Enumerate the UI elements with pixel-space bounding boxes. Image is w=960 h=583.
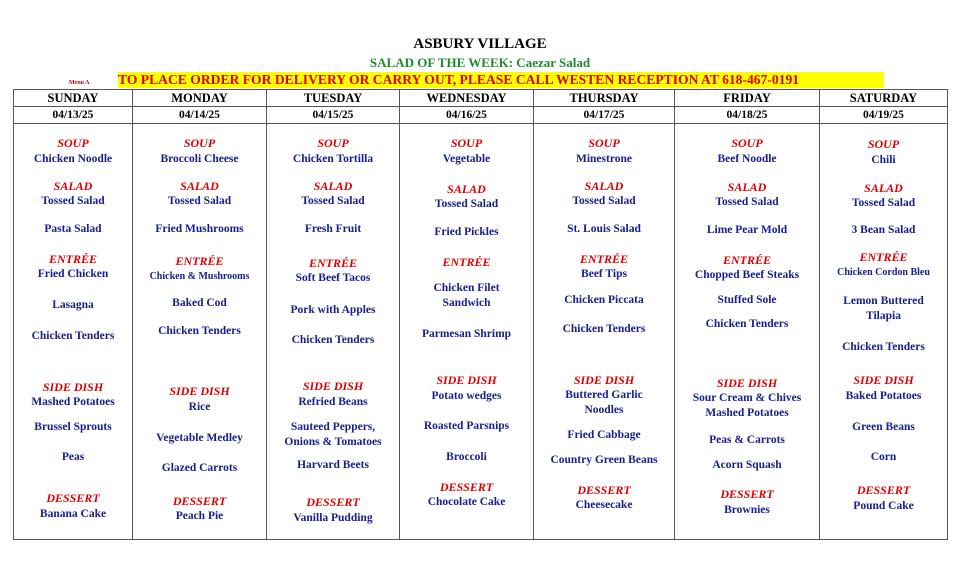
date-tuesday: 04/15/25 [267,107,400,124]
entree-heading: ENTRÉE [308,256,357,270]
date-saturday: 04/19/25 [820,107,948,124]
menu-item: Rice [188,401,211,413]
menu-item: Chicken Tenders [842,341,925,353]
salad-heading: SALAD [584,179,624,193]
menu-item: Chicken Filet Sandwich [433,282,500,309]
date-wednesday: 04/16/25 [400,107,534,124]
menu-item: Soft Beef Tacos [295,272,371,284]
salad-heading: SALAD [727,180,767,194]
salad-heading: SALAD [447,182,486,196]
menu-item: Tossed Salad [851,197,916,209]
menu-item: Minestrone [575,153,632,165]
menu-item: Tossed Salad [715,196,779,208]
menu-item: Stuffed Sole [717,294,777,306]
menu-item: Chicken Tenders [31,330,115,342]
menu-item: Green Beans [852,421,915,433]
soup-heading: SOUP [731,136,763,150]
menu-item: Pound Cake [853,500,914,512]
dessert-heading: DESSERT [577,483,631,497]
entree-heading: ENTRÉE [175,254,224,268]
menu-column-monday [133,124,267,540]
menu-item: Fried Chicken [37,268,109,280]
day-name-wednesday: WEDNESDAY [400,90,534,107]
menu-item: Fried Cabbage [567,429,641,441]
dessert-heading: DESSERT [720,487,774,501]
menu-item: Chicken Tenders [562,323,646,335]
menu-item: Acorn Squash [712,459,782,471]
menu-column-saturday [820,124,948,540]
menu-item: Pasta Salad [44,223,102,235]
menu-item: Tossed Salad [572,195,636,207]
dessert-heading: DESSERT [856,483,911,497]
dessert-heading: DESSERT [172,494,227,508]
dessert-heading: DESSERT [46,491,100,505]
side-dish-heading: SIDE DISH [436,373,497,387]
menu-item: Chicken Tenders [705,318,789,330]
weekly-menu-table [13,89,948,540]
menu-item: 3 Bean Salad [851,224,916,236]
day-name-thursday: THURSDAY [534,90,675,107]
dessert-heading: DESSERT [439,480,494,494]
entree-heading: ENTRÉE [859,250,908,264]
menu-item: Roasted Parsnips [423,420,510,432]
soup-heading: SOUP [317,136,349,150]
menu-item: Baked Potatoes [845,390,922,402]
menu-column-sunday [14,124,133,540]
menu-item: Vegetable Medley [156,432,243,444]
menu-item: Cheesecake [575,499,633,511]
menu-item: Tossed Salad [167,195,232,207]
dessert-heading: DESSERT [306,495,360,509]
day-name-saturday: SATURDAY [820,90,948,107]
menu-item: Chili [871,154,896,166]
date-thursday: 04/17/25 [534,107,675,124]
menu-item: Refried Beans [298,396,368,408]
date-row [14,107,948,124]
soup-heading: SOUP [183,136,216,150]
menu-item: Beef Noodle [717,153,777,165]
menu-column-wednesday [400,124,534,540]
menu-item: Chicken Tortilla [292,153,374,165]
day-name-sunday: SUNDAY [14,90,133,107]
entree-heading: ENTRÉE [579,252,628,266]
soup-heading: SOUP [588,136,620,150]
day-header-row [14,90,948,107]
menu-tag: Menu A [69,80,90,86]
date-monday: 04/14/25 [133,107,267,124]
menu-item: Lime Pear Mold [706,224,788,236]
side-dish-heading: SIDE DISH [716,376,778,390]
order-banner: TO PLACE ORDER FOR DELIVERY OR CARRY OUT, PLEASE CALL WESTEN RECEPTION AT 618-467-0191 [118,72,884,88]
menu-item: Tossed Salad [41,195,105,207]
menu-item: Chopped Beef Steaks [694,269,800,281]
menu-item: Mashed Potatoes [31,396,115,408]
salad-heading: SALAD [53,179,93,193]
soup-heading: SOUP [450,136,483,150]
menu-item: Vegetable [442,153,491,165]
date-friday: 04/18/25 [675,107,820,124]
side-dish-heading: SIDE DISH [302,379,364,393]
menu-item: Brownies [724,504,770,516]
date-sunday: 04/13/25 [14,107,133,124]
menu-item: Chicken & Mushrooms [149,271,250,282]
side-dish-heading: SIDE DISH [853,373,914,387]
menu-item: Peas [61,451,85,463]
menu-item: Fried Mushrooms [155,223,244,235]
menu-item: Pork with Apples [290,304,376,316]
salad-heading: SALAD [864,181,903,195]
menu-item: Fried Pickles [434,226,499,238]
soup-heading: SOUP [57,136,89,150]
menu-item: Peach Pie [175,510,224,522]
entree-heading: ENTRÉE [48,252,97,266]
side-dish-heading: SIDE DISH [169,384,230,398]
menu-item: Sour Cream & Chives Mashed Potatoes [692,392,802,419]
soup-heading: SOUP [867,137,900,151]
menu-item: Brussel Sprouts [34,421,112,433]
menu-column-tuesday [267,124,400,540]
menu-item: Banana Cake [39,508,107,520]
menu-item: Chicken Tenders [291,334,375,346]
menu-items-row [14,124,948,540]
menu-column-friday [675,124,820,540]
menu-item: Lemon Buttered Tilapia [843,295,924,322]
salad-heading: SALAD [313,179,353,193]
menu-item: Harvard Beets [297,459,369,471]
menu-item: Fresh Fruit [304,223,362,235]
day-name-monday: MONDAY [133,90,267,107]
menu-item: Chicken Noodle [33,153,113,165]
menu-item: Beef Tips [581,268,627,280]
menu-item: Corn [870,451,897,463]
menu-item: Vanilla Pudding [293,512,373,524]
menu-item: Chicken Piccata [564,294,644,306]
menu-item: Lasagna [52,299,94,311]
menu-item: Chicken Cordon Bleu [837,267,930,278]
menu-item: Sauteed Peppers, Onions & Tomatoes [284,421,382,448]
menu-item: Potato wedges [431,390,502,402]
menu-item: Buttered Garlic Noodles [565,389,643,416]
menu-item: Baked Cod [172,297,227,309]
salad-heading: SALAD [180,179,219,193]
menu-item: Tossed Salad [301,195,365,207]
menu-item: Broccoli [446,451,487,463]
menu-item: Chicken Tenders [158,325,241,337]
menu-column-thursday [534,124,675,540]
menu-item: Parmesan Shrimp [421,328,512,340]
menu-title: ASBURY VILLAGE [413,36,547,52]
menu-item: Chocolate Cake [427,496,506,508]
menu-item: St. Louis Salad [567,223,641,235]
entree-heading: ENTRÉE [442,255,491,269]
side-dish-heading: SIDE DISH [42,380,104,394]
menu-item: Broccoli Cheese [160,153,239,165]
entree-heading: ENTRÉE [722,253,771,267]
menu-item: Peas & Carrots [709,434,785,446]
day-name-friday: FRIDAY [675,90,820,107]
side-dish-heading: SIDE DISH [573,373,635,387]
menu-item: Tossed Salad [434,198,499,210]
salad-of-week: SALAD OF THE WEEK: Caezar Salad [369,55,591,70]
menu-item: Country Green Beans [550,454,658,466]
day-name-tuesday: TUESDAY [267,90,400,107]
menu-item: Glazed Carrots [161,462,238,474]
